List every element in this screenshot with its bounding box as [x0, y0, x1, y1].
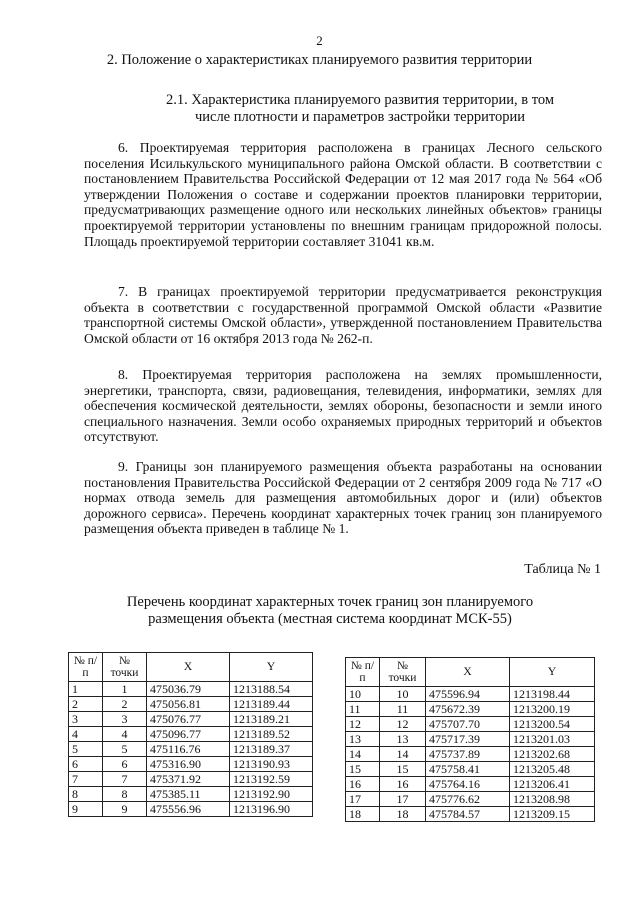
table-row: [69, 712, 313, 727]
cell-x: 475056.81: [147, 697, 230, 712]
cell-y: 1213200.19: [510, 702, 595, 717]
table-row: [346, 777, 595, 792]
header-point: № точки: [380, 658, 426, 687]
cell-num: 11: [346, 702, 380, 717]
cell-num: 6: [69, 757, 103, 772]
cell-point: 8: [103, 787, 147, 802]
cell-y: 1213196.90: [230, 802, 313, 817]
cell-point: 5: [103, 742, 147, 757]
cell-num: 3: [69, 712, 103, 727]
cell-x: 475076.77: [147, 712, 230, 727]
paragraph-9-text: 9. Границы зон планируемого размещения объекта разработаны на основании постановления Правительства Российской Федерации от 2 сентября 2009 года № 717 «О нормах отвода земель для размещения автомобильных дорог и (или) объектов дорожного сервиса». Перечень координат характерных точек границ зон планируемого размещения объекта приведен в таблице № 1.: [84, 459, 602, 537]
cell-point: 4: [103, 727, 147, 742]
coordinates-table-right: [345, 657, 595, 822]
cell-point: 7: [103, 772, 147, 787]
table-row: [69, 727, 313, 742]
table-row: [346, 792, 595, 807]
cell-point: 15: [380, 762, 426, 777]
cell-x: 475096.77: [147, 727, 230, 742]
cell-x: 475776.62: [426, 792, 510, 807]
cell-point: 16: [380, 777, 426, 792]
cell-point: 13: [380, 732, 426, 747]
table-row: [69, 682, 313, 697]
cell-y: 1213190.93: [230, 757, 313, 772]
cell-point: 9: [103, 802, 147, 817]
paragraph-7: [84, 284, 602, 346]
cell-point: 18: [380, 807, 426, 822]
cell-point: 12: [380, 717, 426, 732]
paragraph-6-text: 6. Проектируемая территория расположена в границах Лесного сельского поселения Исилькульского муниципального района Омской области. В соответствии с постановлением Правительства Российской Федерации от 12 мая 2017 года № 564 «Об утверждении Положения о составе и содержании проектов планировки территории, предусматривающих размещение одного или нескольких линейных объектов» границы проектируемой территории установлены по внешним границам придорожной полосы. Площадь проектируемой территории составляет 31041 кв.м.: [84, 140, 602, 249]
cell-x: 475672.39: [426, 702, 510, 717]
cell-x: 475316.90: [147, 757, 230, 772]
table-header-row: [69, 653, 313, 682]
cell-y: 1213198.44: [510, 687, 595, 702]
table-row: [69, 697, 313, 712]
cell-y: 1213209.15: [510, 807, 595, 822]
cell-point: 14: [380, 747, 426, 762]
cell-num: 9: [69, 802, 103, 817]
table-header-row: [346, 658, 595, 687]
header-num: № п/п: [346, 658, 380, 687]
table-caption: Перечень координат характерных точек границ зон планируемого размещения объекта (местная система координат МСК-55): [126, 594, 534, 627]
paragraph-8-text: 8. Проектируемая территория расположена на землях промышленности, энергетики, транспорта, связи, радиовещания, телевидения, информатики, землях для обеспечения космической деятельности, землях обороны, безопасности и земли иного специального назначения. Земли особо охраняемых природных территорий и объектов отсутствуют.: [84, 367, 602, 445]
coordinates-table-left: [68, 652, 313, 817]
cell-num: 7: [69, 772, 103, 787]
paragraph-7-text: 7. В границах проектируемой территории предусматривается реконструкция объекта в соответствии с государственной программой Омской области «Развитие транспортной системы Омской области», утвержденной постановлением Правительства Омской области от 16 октября 2013 года № 262-п.: [84, 284, 602, 346]
cell-y: 1213189.52: [230, 727, 313, 742]
cell-y: 1213208.98: [510, 792, 595, 807]
table-row: [346, 687, 595, 702]
cell-x: 475036.79: [147, 682, 230, 697]
cell-x: 475784.57: [426, 807, 510, 822]
paragraph-8: [84, 367, 602, 445]
header-num: № п/п: [69, 653, 103, 682]
cell-num: 8: [69, 787, 103, 802]
table-label: Таблица № 1: [524, 562, 601, 577]
cell-point: 17: [380, 792, 426, 807]
cell-x: 475764.16: [426, 777, 510, 792]
cell-y: 1213202.68: [510, 747, 595, 762]
cell-num: 1: [69, 682, 103, 697]
cell-x: 475707.70: [426, 717, 510, 732]
header-y: Y: [230, 653, 313, 682]
table-row: [346, 807, 595, 822]
cell-num: 2: [69, 697, 103, 712]
cell-y: 1213192.59: [230, 772, 313, 787]
cell-num: 10: [346, 687, 380, 702]
table-row: [69, 772, 313, 787]
cell-num: 15: [346, 762, 380, 777]
cell-x: 475371.92: [147, 772, 230, 787]
cell-x: 475596.94: [426, 687, 510, 702]
table-row: [346, 762, 595, 777]
cell-num: 14: [346, 747, 380, 762]
table-row: [346, 717, 595, 732]
cell-point: 1: [103, 682, 147, 697]
cell-point: 6: [103, 757, 147, 772]
cell-y: 1213205.48: [510, 762, 595, 777]
cell-x: 475385.11: [147, 787, 230, 802]
page-number: 2: [316, 33, 323, 48]
header-y: Y: [510, 658, 595, 687]
cell-y: 1213189.44: [230, 697, 313, 712]
cell-y: 1213189.37: [230, 742, 313, 757]
header-x: X: [426, 658, 510, 687]
cell-x: 475737.89: [426, 747, 510, 762]
cell-point: 11: [380, 702, 426, 717]
section-heading: 2. Положение о характеристиках планируемого развития территории: [106, 52, 533, 68]
paragraph-9: [84, 459, 602, 537]
cell-x: 475717.39: [426, 732, 510, 747]
cell-y: 1213206.41: [510, 777, 595, 792]
cell-y: 1213188.54: [230, 682, 313, 697]
table-row: [69, 742, 313, 757]
cell-point: 3: [103, 712, 147, 727]
table-row: [346, 747, 595, 762]
cell-y: 1213200.54: [510, 717, 595, 732]
paragraph-6: [84, 140, 602, 249]
header-x: X: [147, 653, 230, 682]
cell-x: 475116.76: [147, 742, 230, 757]
cell-num: 5: [69, 742, 103, 757]
cell-num: 13: [346, 732, 380, 747]
cell-y: 1213201.03: [510, 732, 595, 747]
header-point: № точки: [103, 653, 147, 682]
table-row: [69, 787, 313, 802]
cell-num: 17: [346, 792, 380, 807]
cell-num: 18: [346, 807, 380, 822]
cell-point: 2: [103, 697, 147, 712]
cell-x: 475758.41: [426, 762, 510, 777]
cell-x: 475556.96: [147, 802, 230, 817]
cell-y: 1213189.21: [230, 712, 313, 727]
subsection-heading: 2.1. Характеристика планируемого развития территории, в том числе плотности и параметров застройки территории: [165, 92, 555, 125]
table-row: [69, 802, 313, 817]
table-row: [69, 757, 313, 772]
cell-y: 1213192.90: [230, 787, 313, 802]
cell-num: 12: [346, 717, 380, 732]
cell-num: 16: [346, 777, 380, 792]
table-row: [346, 732, 595, 747]
cell-num: 4: [69, 727, 103, 742]
cell-point: 10: [380, 687, 426, 702]
table-row: [346, 702, 595, 717]
